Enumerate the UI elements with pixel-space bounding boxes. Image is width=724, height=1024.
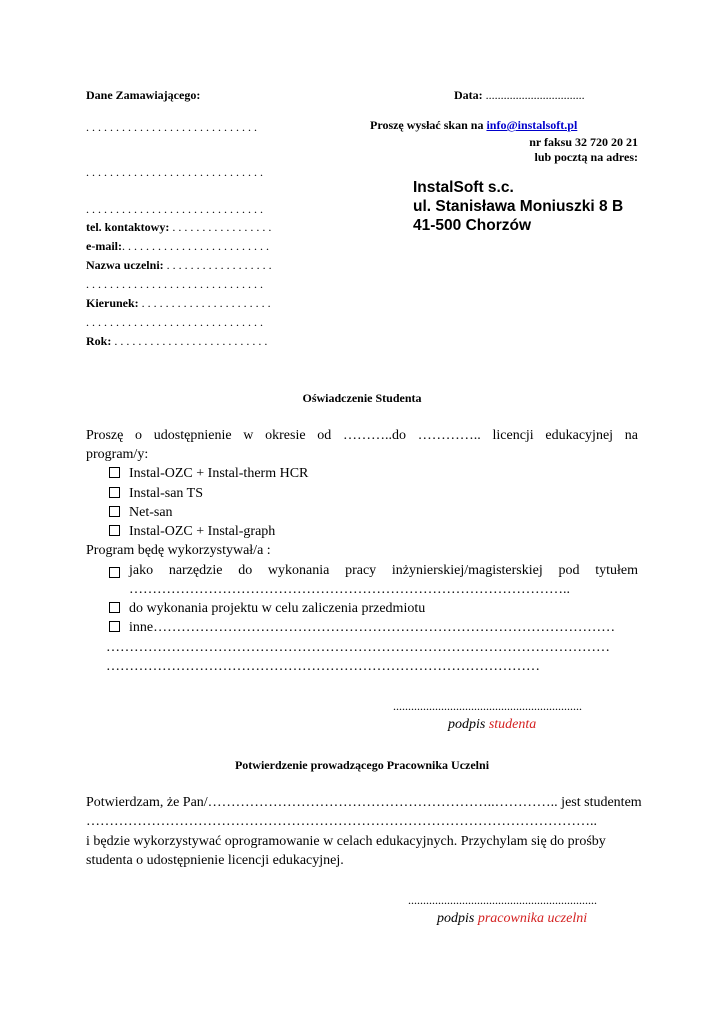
program-label-1: Instal-OZC + Instal-therm HCR [129,466,309,481]
phone-dots: . . . . . . . . . . . . . . . . . [169,220,272,234]
program-option-3[interactable] [109,505,173,521]
program-label-2: Instal-san TS [129,486,204,501]
date-dots: ................................. [485,88,585,102]
usage-label-1: jako narzędzie do wykonania pracy inżynierskiej/magisterskiej pod tytułem [129,563,638,578]
email-field[interactable] [86,239,269,254]
phone-label: tel. kontaktowy: [86,220,170,234]
year-dots: . . . . . . . . . . . . . . . . . . . . . . . . . . [111,334,268,348]
usage-title-dots: ………………………………………………………………………………….. [129,582,570,597]
year-label: Rok: [86,334,112,348]
staff-signature-caption [437,911,587,927]
confirmation-line2: ……………………………………………………………………………………………….. [86,814,597,829]
program-label-3: Net-san [129,505,173,520]
checkbox[interactable] [109,621,120,632]
major-dots: . . . . . . . . . . . . . . . . . . . . . . [138,296,271,310]
confirmation-line3: i będzie wykorzystywać oprogramowanie w celach edukacyjnych. Przychylam się do prośby [86,834,606,849]
send-scan-line [370,118,577,133]
address-city: 41-500 Chorzów [413,217,532,234]
checkbox[interactable] [109,467,120,478]
major-label: Kierunek: [86,296,139,310]
address-street: ul. Stanisława Moniuszki 8 B [413,198,624,215]
checkbox[interactable] [109,567,120,578]
post-label: lub pocztą na adres: [534,150,638,164]
dots-line-4: . . . . . . . . . . . . . . . . . . . . . . . . . . . . . . [86,277,263,291]
major-field[interactable] [86,296,271,311]
statement-intro-line1: Proszę o udostępnienie w okresie od ………..do ………….. licencji edukacyjnej na [86,428,638,443]
checkbox[interactable] [109,602,120,613]
other-dots-line-2: ………………………………………………………………………………… [106,659,540,674]
checkbox[interactable] [109,506,120,517]
checkbox[interactable] [109,525,120,536]
program-option-4[interactable] [109,524,275,540]
dots-line-3: . . . . . . . . . . . . . . . . . . . . . . . . . . . . . . [86,202,263,216]
university-field[interactable] [86,258,272,273]
other-dots-line-1: ……………………………………………………………………………………………… [106,640,610,655]
university-label: Nazwa uczelni: [86,258,164,272]
phone-field[interactable] [86,220,271,235]
dots-line-1: . . . . . . . . . . . . . . . . . . . . . . . . . . . . . [86,120,257,134]
fax-number: nr faksu 32 720 20 21 [529,135,638,149]
confirmation-line4: studenta o udostępnienie licencji edukacyjnej. [86,853,344,868]
confirmation-line1: Potwierdzam, że Pan/……………………………………………………..………….. jest studentem [86,795,642,810]
year-field[interactable] [86,334,267,349]
usage-label-2: do wykonania projektu w celu zaliczenia przedmiotu [129,601,426,616]
staff-signature-line: ............................................................... [408,893,597,907]
dots-line-5: . . . . . . . . . . . . . . . . . . . . . . . . . . . . . . [86,315,263,329]
statement-intro-line2: program/y: [86,447,149,462]
date-line [454,88,585,103]
client-data-label: Dane Zamawiającego: [86,88,201,102]
university-dots: . . . . . . . . . . . . . . . . . . [163,258,272,272]
statement-title: Oświadczenie Studenta [302,391,422,405]
student-signature-caption [448,717,536,733]
usage-label: Program będę wykorzystywał/a : [86,543,271,558]
program-option-2[interactable] [109,486,203,502]
program-label-4: Instal-OZC + Instal-graph [129,524,276,539]
student-signature-line: ............................................................... [393,699,582,713]
signature-role: pracownika uczelni [477,911,588,926]
email-dots: . . . . . . . . . . . . . . . . . . . . . . . . . [121,239,269,253]
signature-role: studenta [488,717,537,732]
usage-option-1[interactable] [109,563,638,579]
email-label: e-mail: [86,239,122,253]
usage-label-3: inne……………………………………………………………………………………… [129,620,616,635]
program-option-1[interactable] [109,466,308,482]
signature-prefix: podpis [448,717,489,732]
signature-prefix: podpis [437,911,478,926]
address-company: InstalSoft s.c. [413,179,514,196]
send-scan-text: Proszę wysłać skan na [370,118,487,132]
email-link[interactable]: info@instalsoft.pl [486,118,578,132]
checkbox[interactable] [109,487,120,498]
usage-option-2[interactable] [109,601,425,617]
usage-option-3[interactable] [109,620,615,636]
confirmation-title: Potwierdzenie prowadzącego Pracownika Uczelni [234,758,490,772]
date-label: Data: [454,88,483,102]
dots-line-2: . . . . . . . . . . . . . . . . . . . . . . . . . . . . . . [86,165,263,179]
